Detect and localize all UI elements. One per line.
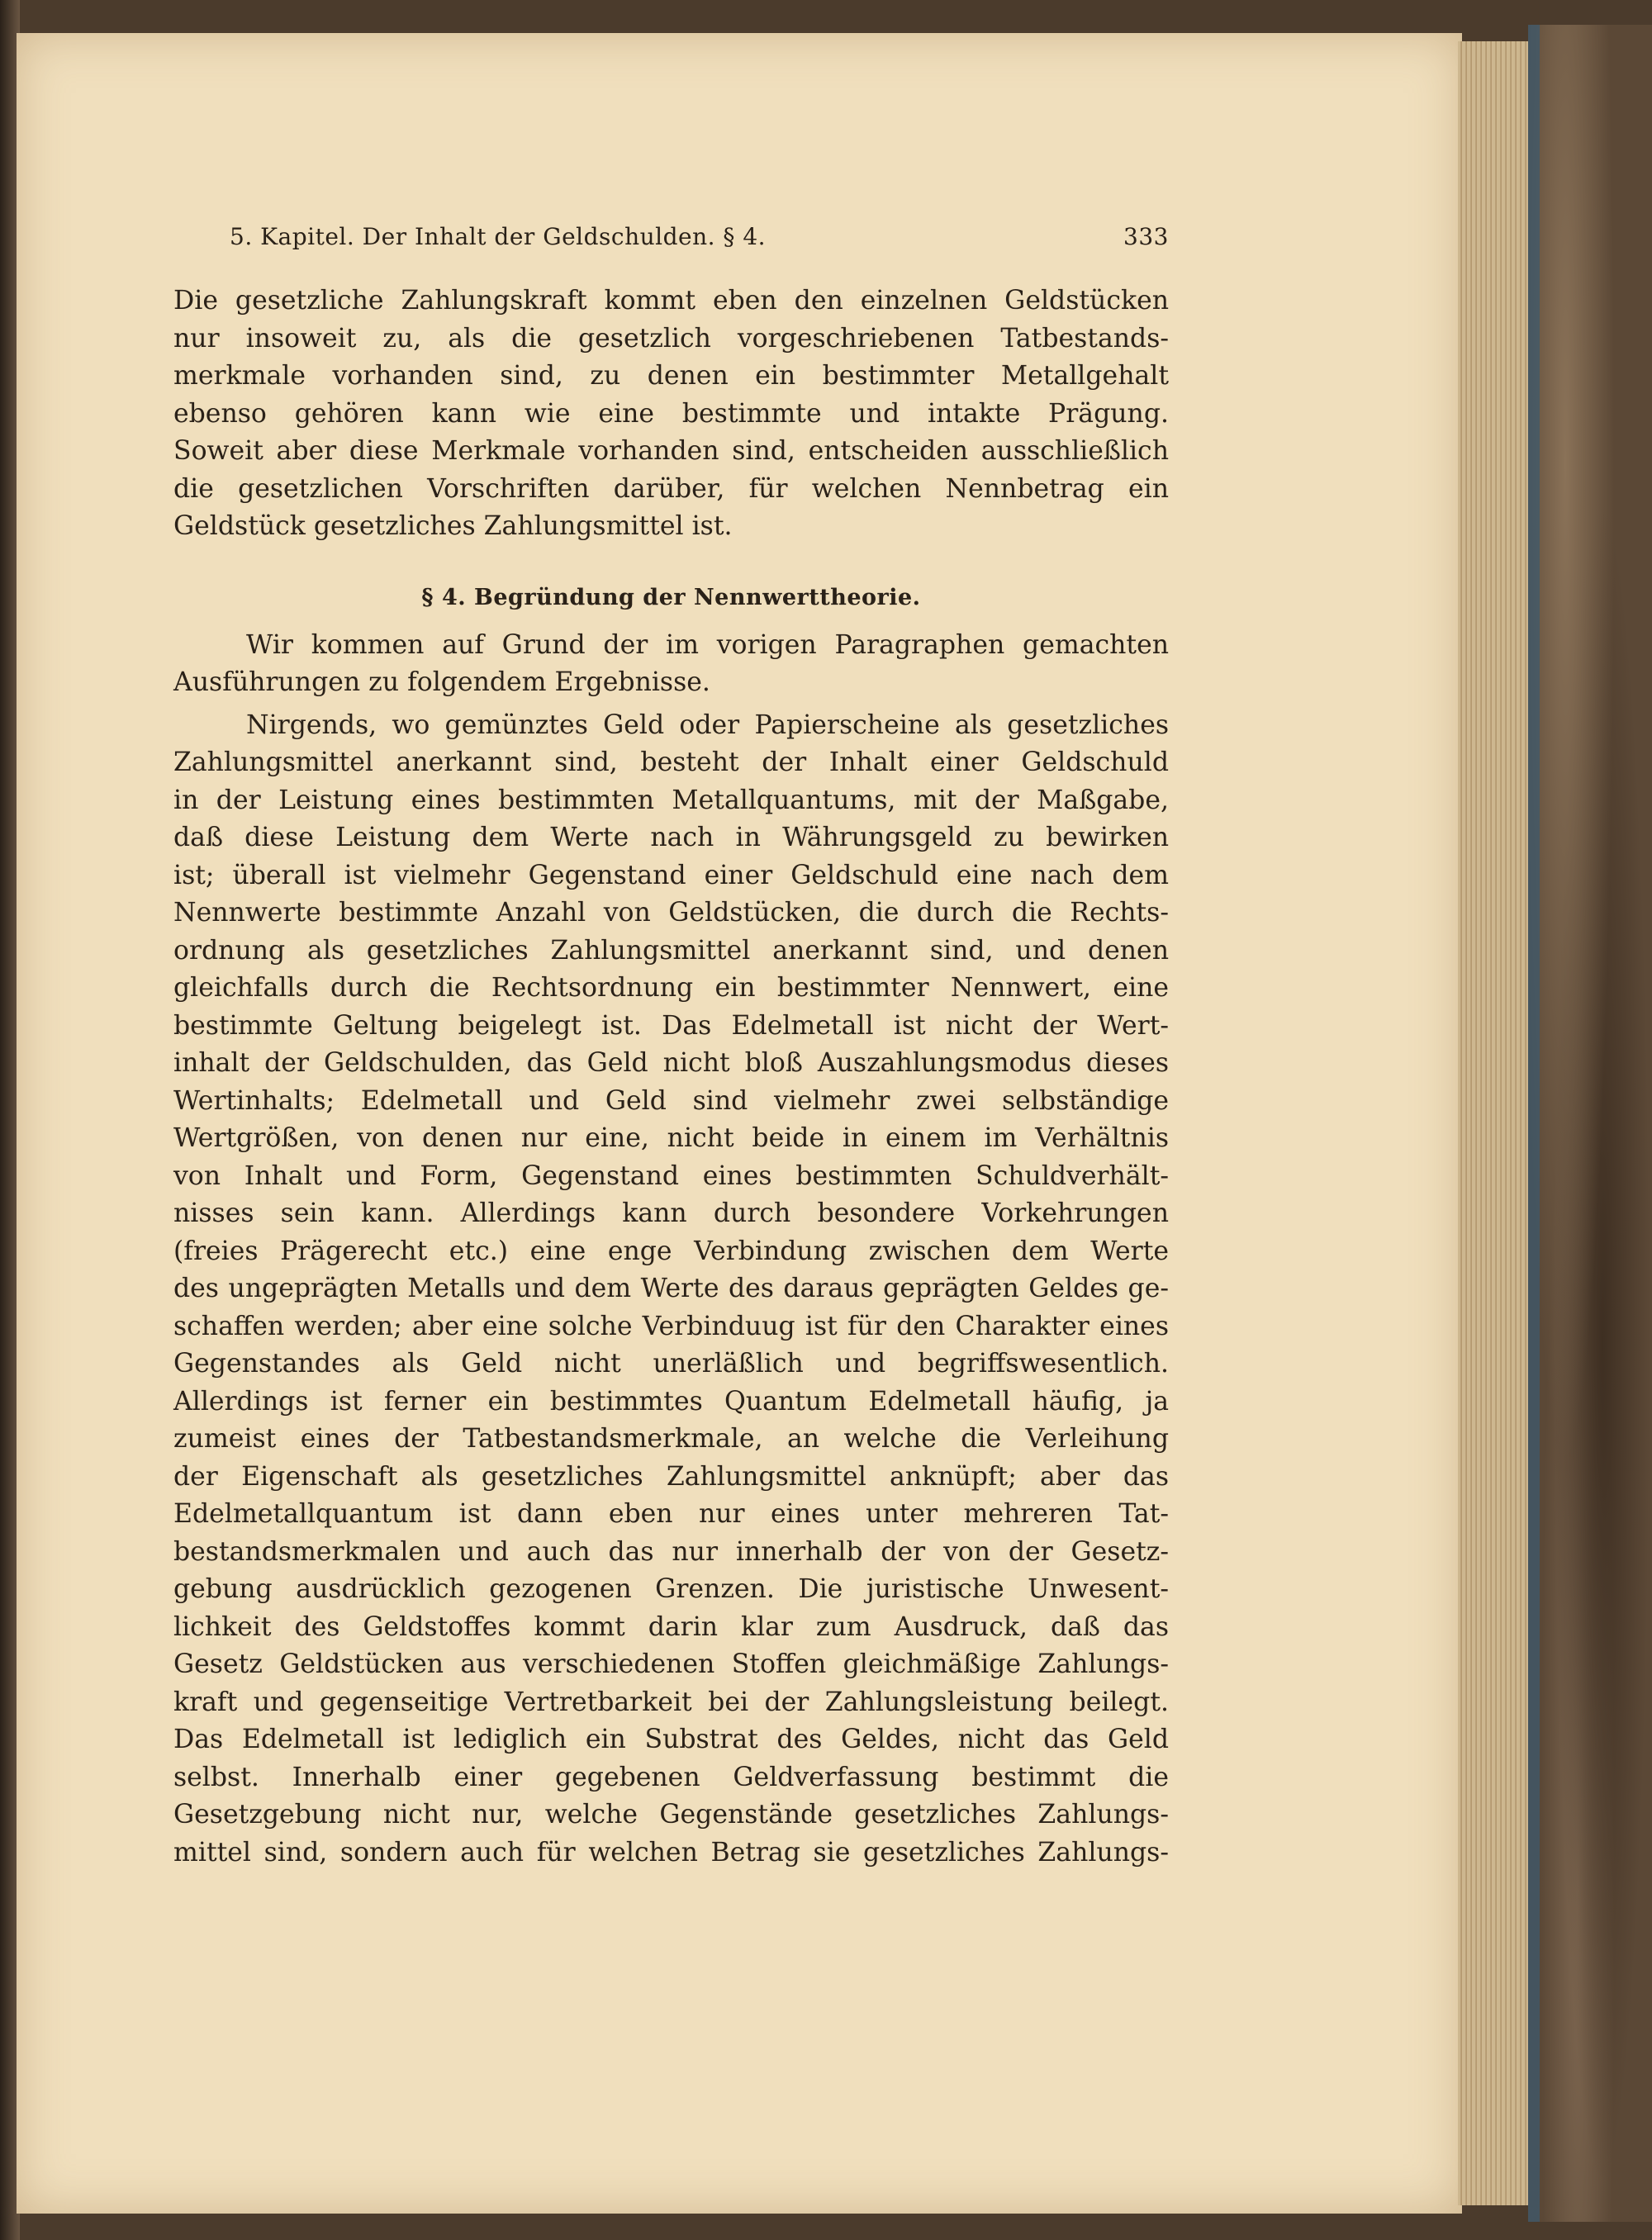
text-line: die gesetzlichen Vorschriften darüber, für welchen Nennbetrag ein	[173, 473, 1169, 504]
marbled-cover	[1528, 25, 1652, 2222]
page-stack-edge	[1458, 41, 1528, 2205]
cover-spine-strip	[1528, 25, 1540, 2222]
text-line: nisses sein kann. Allerdings kann durch besondere Vorkehrungen	[173, 1198, 1169, 1228]
running-head: 5. Kapitel. Der Inhalt der Geldschulden. § 4.	[230, 223, 767, 250]
text-line: der Eigenschaft als gesetzliches Zahlungsmittel anknüpft; aber das	[173, 1461, 1169, 1492]
text-line: gebung ausdrücklich gezogenen Grenzen. Die juristische Unwesent-	[173, 1574, 1169, 1604]
text-line: Gegenstandes als Geld nicht unerläßlich und begriffswesentlich.	[173, 1349, 1169, 1379]
text-line: Gesetzgebung nicht nur, welche Gegenstände gesetzliches Zahlungs-	[173, 1800, 1169, 1829]
text-line: des ungeprägten Metalls und dem Werte des daraus geprägten Geldes ge-	[173, 1274, 1169, 1303]
text-line: (freies Prägerecht etc.) eine enge Verbindung zwischen dem Werte	[173, 1236, 1169, 1266]
text-line: von Inhalt und Form, Gegenstand eines bestimmten Schuldverhält-	[173, 1160, 1169, 1191]
text-line: nur insoweit zu, als die gesetzlich vorgeschriebenen Tatbestands-	[173, 323, 1169, 354]
text-line: bestandsmerkmalen und auch das nur innerhalb der von der Gesetz-	[173, 1536, 1169, 1567]
text-line: Wertgrößen, von denen nur eine, nicht beide in einem im Verhältnis	[173, 1123, 1169, 1153]
text-line: ordnung als gesetzliches Zahlungsmittel anerkannt sind, und denen	[173, 935, 1169, 966]
paragraph-2	[173, 627, 1169, 702]
text-line: Die gesetzliche Zahlungskraft kommt eben den einzelnen Geldstücken	[173, 286, 1169, 316]
text-line: selbst. Innerhalb einer gegebenen Geldverfassung bestimmt die	[173, 1762, 1169, 1792]
text-line: Zahlungsmittel anerkannt sind, besteht der Inhalt einer Geldschuld	[173, 747, 1169, 777]
text-block	[173, 216, 1169, 1872]
text-line: schaffen werden; aber eine solche Verbinduug ist für den Charakter eines	[173, 1311, 1169, 1341]
text-line: daß diese Leistung dem Werte nach in Währungsgeld zu bewirken	[173, 823, 1169, 852]
text-line: Wertinhalts; Edelmetall und Geld sind vielmehr zwei selbständige	[173, 1085, 1169, 1116]
text-line: kraft und gegenseitige Vertretbarkeit bei der Zahlungsleistung beilegt.	[173, 1687, 1169, 1717]
text-line: mittel sind, sondern auch für welchen Betrag sie gesetzliches Zahlungs-	[173, 1837, 1169, 1867]
text-line: Nirgends, wo gemünztes Geld oder Papierscheine als gesetzliches	[246, 709, 1169, 740]
page-number: 333	[1123, 223, 1169, 250]
text-line: Nennwerte bestimmte Anzahl von Geldstücken, die durch die Rechts-	[173, 898, 1169, 928]
text-line: Wir kommen auf Grund der im vorigen Paragraphen gemachten	[246, 629, 1169, 660]
text-line: gleichfalls durch die Rechtsordnung ein bestimmter Nennwert, eine	[173, 973, 1169, 1003]
text-line: Soweit aber diese Merkmale vorhanden sind, entscheiden ausschließlich	[173, 436, 1169, 466]
text-line: zumeist eines der Tatbestandsmerkmale, an welche die Verleihung	[173, 1424, 1169, 1454]
text-line: Allerdings ist ferner ein bestimmtes Quantum Edelmetall häufig, ja	[173, 1386, 1169, 1417]
section-heading: § 4. Begründung der Nennwerttheorie.	[421, 584, 921, 610]
text-line: merkmale vorhanden sind, zu denen ein bestimmter Metallgehalt	[173, 361, 1169, 391]
text-line: Gesetz Geldstücken aus verschiedenen Stoffen gleichmäßige Zahlungs-	[173, 1649, 1169, 1679]
text-line: inhalt der Geldschulden, das Geld nicht bloß Auszahlungsmodus dieses	[173, 1048, 1169, 1078]
page-header	[173, 216, 1169, 259]
text-line: ebenso gehören kann wie eine bestimmte und intakte Prägung.	[173, 398, 1169, 429]
text-line: in der Leistung eines bestimmten Metallquantums, mit der Maßgabe,	[173, 785, 1169, 815]
text-line: Edelmetallquantum ist dann eben nur eines unter mehreren Tat-	[173, 1499, 1169, 1529]
paragraph-3	[173, 707, 1169, 1872]
paragraph-1	[173, 282, 1169, 546]
text-line: lichkeit des Geldstoffes kommt darin klar zum Ausdruck, daß das	[173, 1611, 1169, 1642]
text-line: Geldstück gesetzliches Zahlungsmittel ist.	[173, 511, 733, 541]
text-line: bestimmte Geltung beigelegt ist. Das Edelmetall ist nicht der Wert-	[173, 1010, 1169, 1041]
text-line: Ausführungen zu folgendem Ergebnisse.	[173, 667, 710, 697]
text-line: ist; überall ist vielmehr Gegenstand einer Geldschuld eine nach dem	[173, 860, 1169, 890]
text-line: Das Edelmetall ist lediglich ein Substrat des Geldes, nicht das Geld	[173, 1725, 1169, 1754]
